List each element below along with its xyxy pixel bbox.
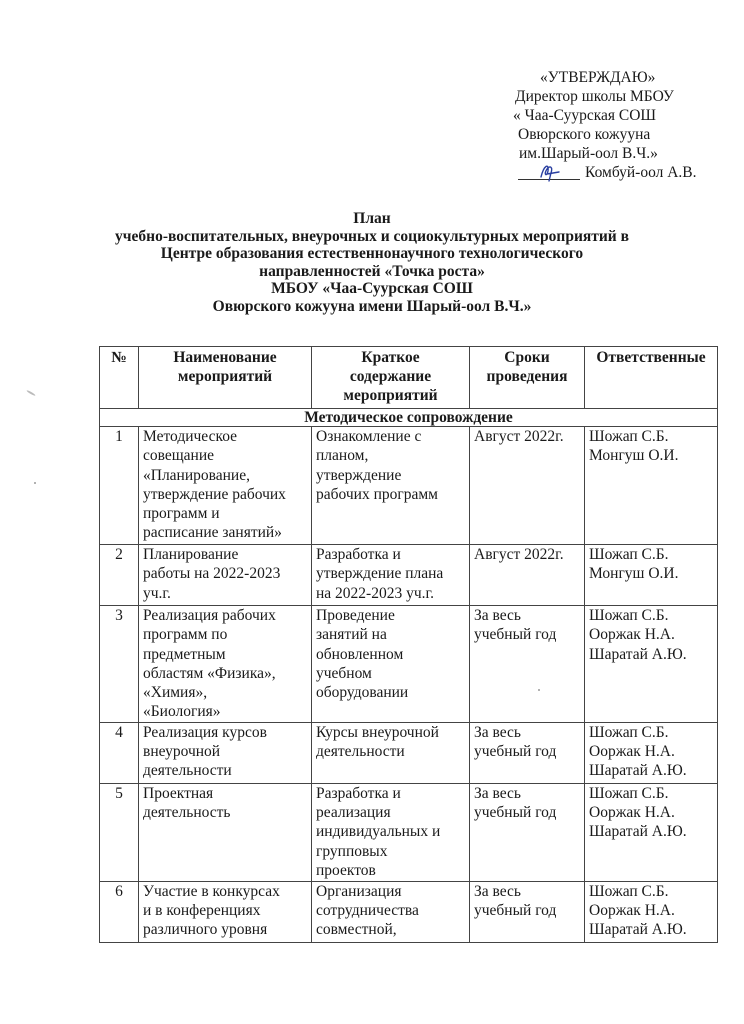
event-responsible: Шожап С.Б. Ооржак Н.А. Шаратай А.Ю. — [585, 722, 718, 783]
header-number: № — [100, 347, 139, 409]
table-row — [100, 545, 718, 606]
row-number: 2 — [100, 545, 139, 606]
header-event-name: Наименование мероприятий — [139, 347, 312, 409]
header-responsible: Ответственные — [585, 347, 718, 409]
section-row — [100, 409, 718, 427]
event-summary: Ознакомление с планом, утверждение рабочих программ — [312, 427, 470, 545]
event-name: Методическое совещание «Планирование, утверждение рабочих программ и расписание занятий» — [139, 427, 312, 545]
row-number: 3 — [100, 606, 139, 723]
row-number: 6 — [100, 881, 139, 942]
table-header-row — [100, 347, 718, 409]
scan-speck — [26, 390, 36, 397]
event-responsible: Шожап С.Б. Монгуш О.И. — [585, 545, 718, 606]
event-summary: Разработка и реализация индивидуальных и групповых проектов — [312, 783, 470, 881]
approval-position: Директор школы МБОУ — [515, 88, 674, 105]
row-number: 1 — [100, 427, 139, 545]
scan-speck — [34, 482, 36, 484]
section-title: Методическое сопровождение — [100, 409, 718, 427]
event-dates: Август 2022г. — [470, 545, 585, 606]
header-summary: Краткое содержание мероприятий — [312, 347, 470, 409]
header-dates: Сроки проведения — [470, 347, 585, 409]
table-row — [100, 606, 718, 723]
scan-speck — [538, 689, 540, 691]
event-summary: Курсы внеурочной деятельности — [312, 722, 470, 783]
event-responsible: Шожап С.Б. Монгуш О.И. — [585, 427, 718, 545]
title-line: направленностей «Точка роста» — [259, 262, 485, 280]
row-number: 4 — [100, 722, 139, 783]
approval-school: « Чаа-Суурская СОШ — [513, 107, 657, 124]
event-name: Реализация рабочих программ по предметным областям «Физика», «Химия», «Биология» — [139, 606, 312, 723]
title-line: Овюрского кожууна имени Шарый-оол В.Ч.» — [212, 297, 532, 315]
title-line: МБОУ «Чаа-Суурская СОШ — [271, 280, 473, 298]
table-row — [100, 427, 718, 545]
row-number: 5 — [100, 783, 139, 881]
event-responsible: Шожап С.Б. Ооржак Н.А. Шаратай А.Ю. — [585, 783, 718, 881]
event-name: Проектная деятельность — [139, 783, 312, 881]
event-name: Участие в конкурсах и в конференциях различного уровня — [139, 881, 312, 942]
approval-block — [513, 68, 733, 182]
approval-school-name: им.Шарый-оол В.Ч.» — [519, 145, 658, 162]
event-summary: Разработка и утверждение плана на 2022-2023 уч.г. — [312, 545, 470, 606]
event-summary: Проведение занятий на обновленном учебном оборудовании — [312, 606, 470, 723]
event-dates: За весь учебный год — [470, 606, 585, 723]
event-name: Реализация курсов внеурочной деятельности — [139, 722, 312, 783]
event-summary: Организация сотрудничества совместной, — [312, 881, 470, 942]
approval-heading: «УТВЕРЖДАЮ» — [540, 69, 656, 86]
signature-row — [513, 163, 733, 182]
event-responsible: Шожап С.Б. Ооржак Н.А. Шаратай А.Ю. — [585, 606, 718, 723]
title-line: Центре образования естественнонаучного технологического — [160, 245, 584, 263]
director-name: Комбуй-оол А.В. — [585, 164, 697, 181]
table-row — [100, 783, 718, 881]
document-title — [100, 210, 644, 316]
approval-district: Овюрского кожууна — [518, 126, 651, 143]
plan-table — [99, 346, 718, 943]
event-responsible: Шожап С.Б. Ооржак Н.А. Шаратай А.Ю. — [585, 881, 718, 942]
event-dates: За весь учебный год — [470, 881, 585, 942]
event-dates: За весь учебный год — [470, 783, 585, 881]
table-row — [100, 722, 718, 783]
event-dates: Август 2022г. — [470, 427, 585, 545]
title-line: План — [353, 210, 391, 227]
table-row — [100, 881, 718, 942]
event-dates: За весь учебный год — [470, 722, 585, 783]
event-name: Планирование работы на 2022-2023 уч.г. — [139, 545, 312, 606]
signature-icon — [535, 161, 565, 183]
title-line: учебно-воспитательных, внеурочных и социокультурных мероприятий в — [115, 227, 629, 245]
